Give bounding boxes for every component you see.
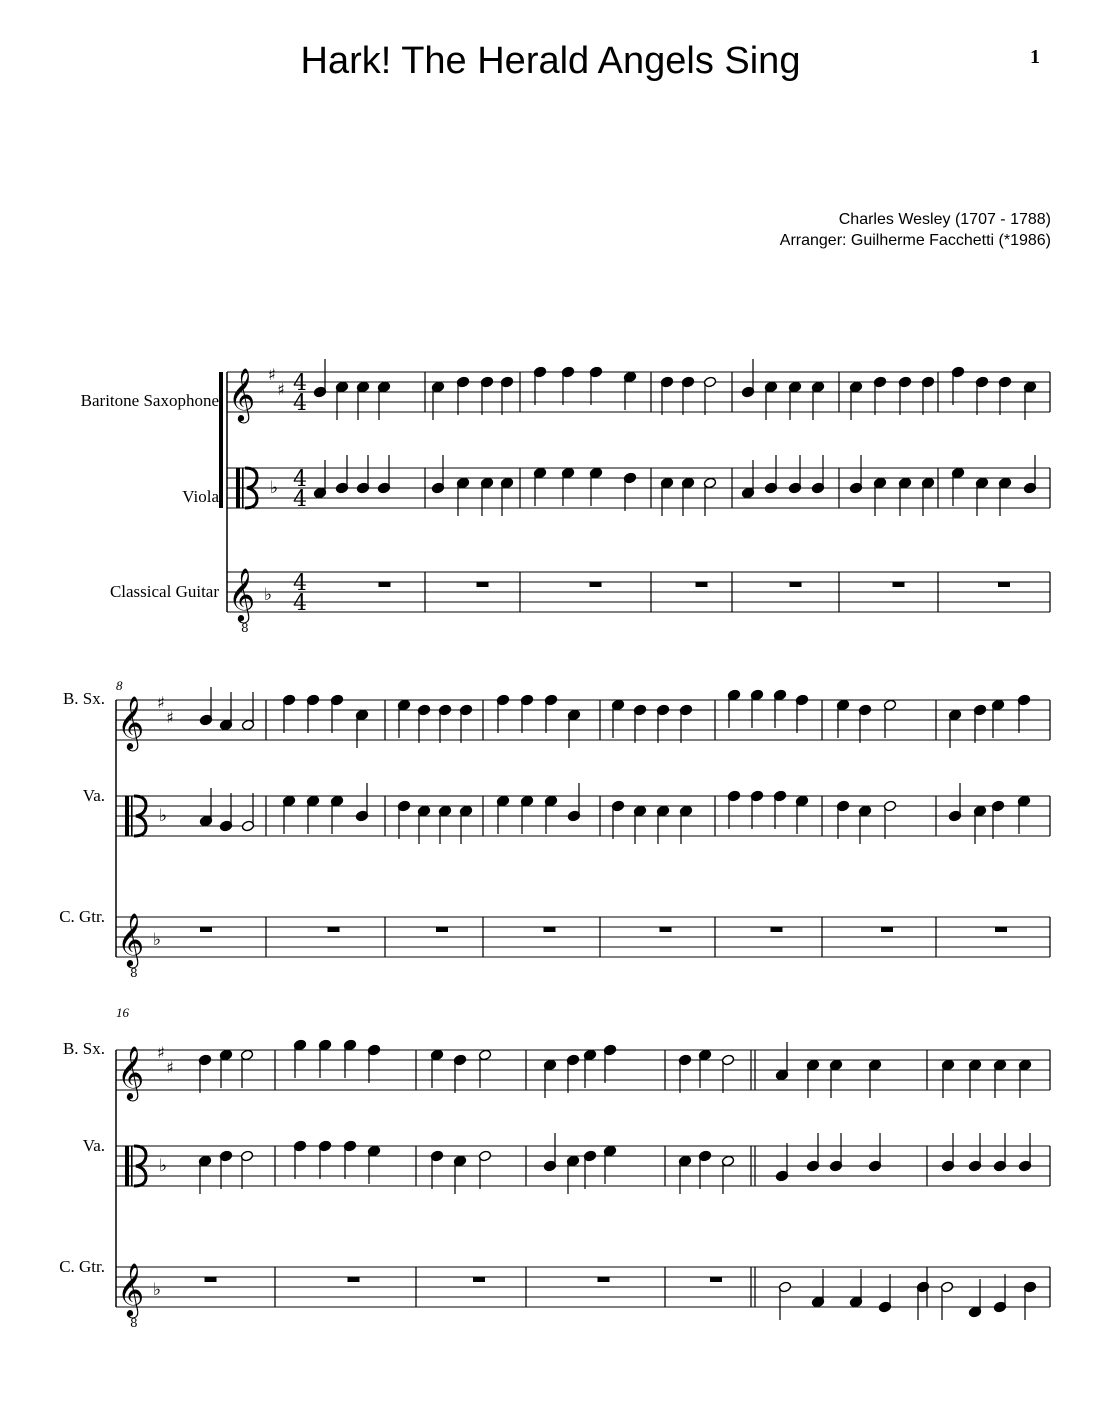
instrument-short-guitar: C. Gtr.	[59, 1257, 105, 1276]
time-signature-denominator: 4	[293, 487, 307, 512]
measure-number: 16	[116, 1005, 129, 1020]
whole-rest	[598, 1277, 610, 1282]
alto-clef-icon	[131, 1146, 133, 1186]
whole-rest	[473, 1277, 485, 1282]
instrument-short-guitar: C. Gtr.	[59, 907, 105, 926]
alto-clef-icon	[236, 468, 240, 508]
instrument-name-guitar: Classical Guitar	[109, 582, 219, 601]
whole-rest	[710, 1277, 722, 1282]
flat-icon: ♭	[270, 478, 279, 498]
instrument-short-viola: Va.	[82, 1136, 105, 1155]
whole-rest	[696, 582, 708, 587]
whole-rest	[590, 582, 602, 587]
treble-clef-icon: 𝄞	[228, 367, 256, 421]
alto-clef-icon	[242, 468, 244, 508]
time-signature-numerator: 4	[293, 371, 307, 396]
whole-rest	[477, 582, 489, 587]
treble-clef-icon: 𝄞	[228, 567, 256, 621]
octave-8-marking: 8	[241, 621, 249, 635]
instrument-name-viola: Viola	[182, 487, 219, 506]
sharp-icon: ♯	[157, 693, 165, 712]
sharp-icon: ♯	[268, 365, 276, 384]
time-signature-denominator: 4	[293, 391, 307, 416]
composer-credit: Charles Wesley (1707 - 1788)	[838, 211, 1051, 228]
time-signature-numerator: 4	[293, 467, 307, 492]
whole-rest	[379, 582, 391, 587]
whole-rest	[893, 582, 905, 587]
sharp-icon: ♯	[166, 708, 174, 727]
treble-clef-icon: 𝄞	[117, 1262, 145, 1316]
time-signature-denominator: 4	[293, 591, 307, 616]
score-title: Hark! The Herald Angels Sing	[300, 40, 801, 82]
flat-icon: ♭	[159, 806, 168, 826]
whole-rest	[200, 927, 212, 932]
flat-icon: ♭	[153, 930, 162, 950]
arranger-credit: Arranger: Guilherme Facchetti (*1986)	[779, 232, 1051, 249]
whole-rest	[544, 927, 556, 932]
flat-icon: ♭	[153, 1280, 162, 1300]
whole-rest	[998, 582, 1010, 587]
sharp-icon: ♯	[277, 380, 285, 399]
alto-clef-icon	[125, 1146, 129, 1186]
treble-clef-icon: 𝄞	[117, 912, 145, 966]
whole-rest	[436, 927, 448, 932]
alto-clef-icon	[131, 796, 133, 836]
flat-icon: ♭	[264, 585, 273, 605]
treble-clef-icon: 𝄞	[117, 1045, 145, 1099]
whole-rest	[881, 927, 893, 932]
instrument-short-viola: Va.	[82, 786, 105, 805]
whole-rest	[995, 927, 1007, 932]
page-number: 1	[1030, 46, 1040, 68]
time-signature-numerator: 4	[293, 571, 307, 596]
flat-icon: ♭	[159, 1156, 168, 1176]
instrument-short-baritone-sax: B. Sx.	[62, 1039, 105, 1058]
sharp-icon: ♯	[157, 1043, 165, 1062]
measure-number: 8	[116, 678, 123, 693]
sharp-icon: ♯	[166, 1058, 174, 1077]
whole-rest	[771, 927, 783, 932]
treble-clef-icon: 𝄞	[117, 695, 145, 749]
octave-8-marking: 8	[130, 1316, 138, 1330]
whole-rest	[328, 927, 340, 932]
whole-rest	[790, 582, 802, 587]
octave-8-marking: 8	[130, 966, 138, 980]
instrument-short-baritone-sax: B. Sx.	[62, 689, 105, 708]
whole-rest	[205, 1277, 217, 1282]
whole-rest	[348, 1277, 360, 1282]
whole-rest	[660, 927, 672, 932]
alto-clef-icon	[125, 796, 129, 836]
instrument-name-baritone-sax: Baritone Saxophone	[80, 391, 219, 410]
